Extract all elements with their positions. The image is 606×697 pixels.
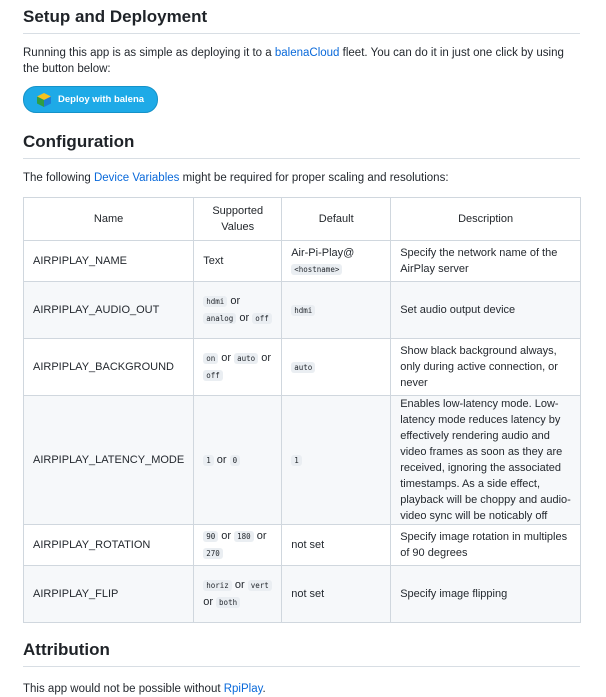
table-row <box>24 339 581 396</box>
variable-description: Specify the network name of the AirPlay server <box>391 241 581 282</box>
supported-values: Text <box>194 241 282 282</box>
rpiplay-link[interactable]: RpiPlay <box>223 683 263 695</box>
deploy-label: Deploy with balena <box>58 94 145 105</box>
default-value: hdmi <box>282 282 391 339</box>
default-value: not set <box>282 566 391 623</box>
header-name: Name <box>24 198 194 241</box>
variable-description: Specify image rotation in multiples of 90 degrees <box>391 525 581 566</box>
supported-values: 90 or 180 or 270 <box>194 525 282 566</box>
variable-description: Set audio output device <box>391 282 581 339</box>
default-value: auto <box>282 339 391 396</box>
table-row <box>24 396 581 525</box>
default-value: not set <box>282 525 391 566</box>
balenacloud-link[interactable]: balenaCloud <box>274 47 340 59</box>
attribution-text: This app would not be possible without RpiPlay. <box>23 683 266 695</box>
header-supported-values: Supported Values <box>194 198 282 241</box>
header-default: Default <box>282 198 391 241</box>
table-row <box>24 241 581 282</box>
table-row <box>24 525 581 566</box>
deploy-with-balena-button[interactable] <box>23 86 158 113</box>
default-value: 1 <box>282 396 391 525</box>
setup-intro: Running this app is as simple as deploying it to a balenaCloud fleet. You can do it in just one click by using the button below: <box>23 47 564 75</box>
setup-heading: Setup and Deployment <box>23 0 580 34</box>
attribution-heading: Attribution <box>23 640 580 667</box>
device-variables-table <box>23 197 581 623</box>
supported-values: 1 or 0 <box>194 396 282 525</box>
table-row <box>24 566 581 623</box>
configuration-intro: The following Device Variables might be required for proper scaling and resolutions: <box>23 172 449 184</box>
variable-name: AIRPIPLAY_ROTATION <box>24 525 194 566</box>
default-value: Air-Pi-Play@ <hostname> <box>282 241 391 282</box>
header-description: Description <box>391 198 581 241</box>
variable-name: AIRPIPLAY_AUDIO_OUT <box>24 282 194 339</box>
table-header-row <box>24 198 581 241</box>
supported-values: hdmi or analog or off <box>194 282 282 339</box>
device-variables-link[interactable]: Device Variables <box>93 172 180 184</box>
configuration-heading: Configuration <box>23 132 580 159</box>
variable-name: AIRPIPLAY_BACKGROUND <box>24 339 194 396</box>
table-row <box>24 282 581 339</box>
variable-name: AIRPIPLAY_NAME <box>24 241 194 282</box>
variable-name: AIRPIPLAY_LATENCY_MODE <box>24 396 194 525</box>
variable-description: Show black background always, only during active connection, or never <box>391 339 581 396</box>
balena-cube-icon <box>36 92 52 108</box>
variable-description: Enables low-latency mode. Low-latency mode reduces latency by effectively rendering audio and video frames as soon as they are received, ignoring the associated timestamps. As a side effect, playback will be choppy and audio-video sync will be noticably off <box>391 396 581 525</box>
variable-name: AIRPIPLAY_FLIP <box>24 566 194 623</box>
supported-values: on or auto or off <box>194 339 282 396</box>
supported-values: horiz or vert or both <box>194 566 282 623</box>
variable-description: Specify image flipping <box>391 566 581 623</box>
